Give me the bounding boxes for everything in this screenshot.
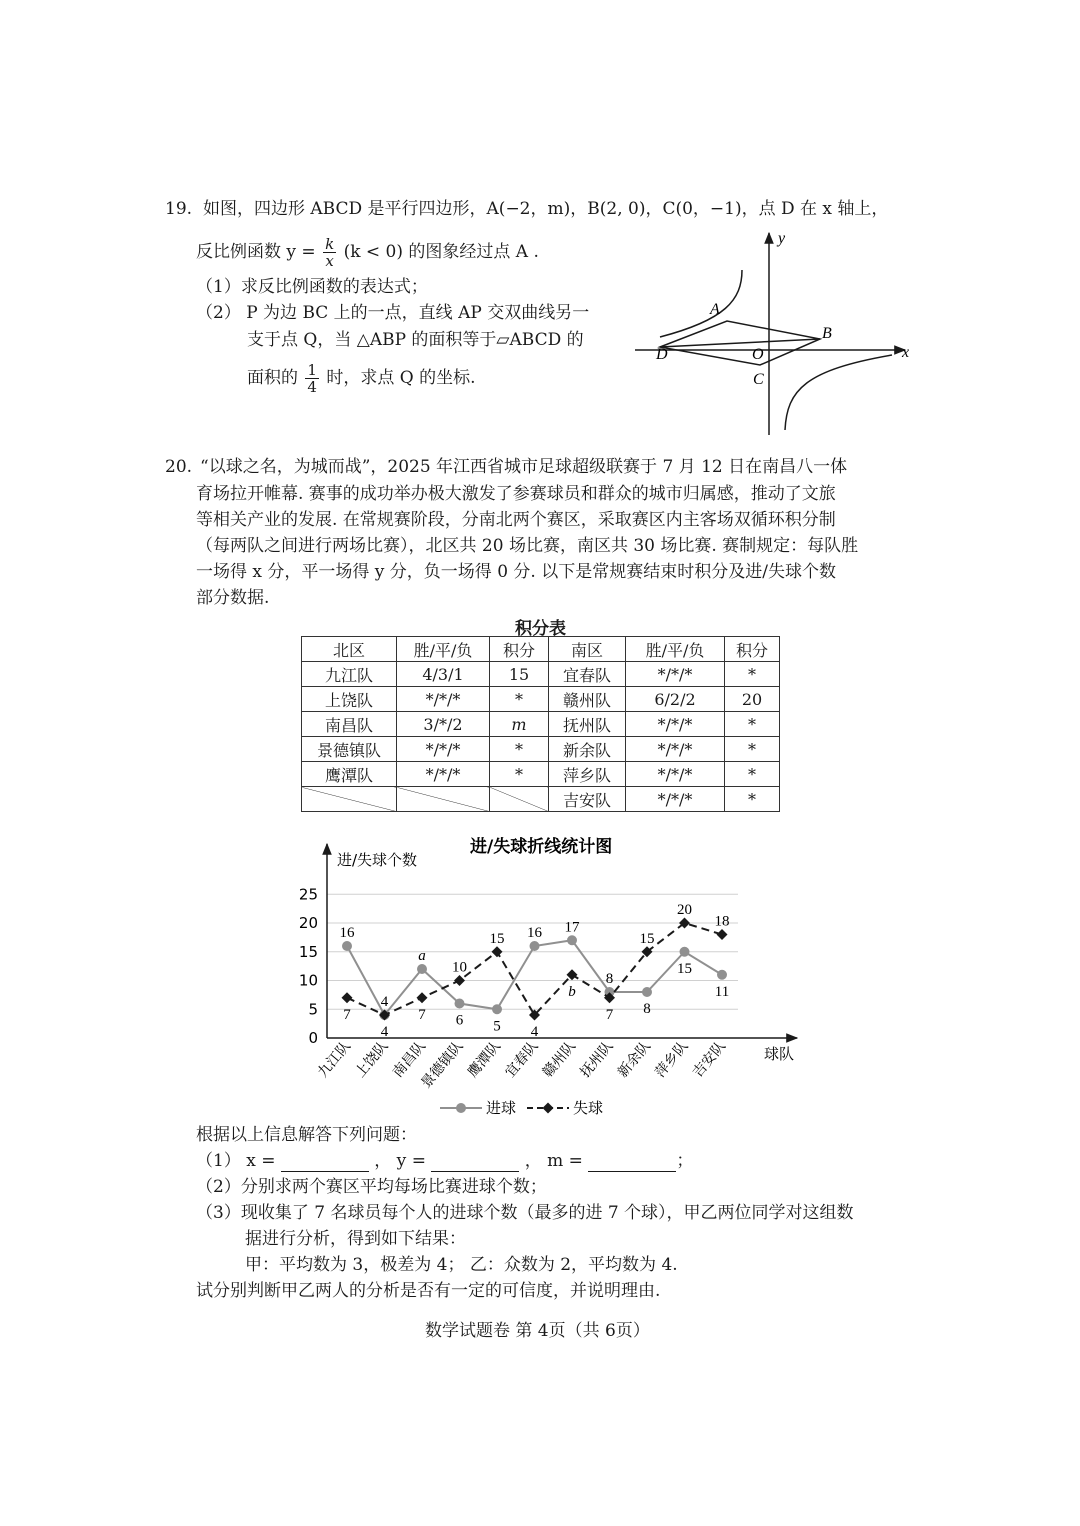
- q20-line5: 一场得 x 分，平一场得 y 分，负一场得 0 分. 以下是常规赛结束时积分及进/失球个数: [196, 562, 836, 582]
- q19-number: 19.: [165, 199, 193, 219]
- data-label-goals-conceded: 7: [418, 1006, 426, 1023]
- cell: */*/*: [397, 687, 490, 712]
- x-tick-label: 抚州队: [577, 1038, 617, 1081]
- label-o: O: [752, 346, 764, 363]
- score-table: [301, 636, 780, 812]
- cell: */*/*: [626, 737, 725, 762]
- data-label-goals-scored: 11: [714, 983, 730, 1000]
- cell: 20: [725, 687, 780, 712]
- q20-part3-line1: （3）现收集了 7 名球员每个人的进球个数（最多的进 7 个球），甲乙两位同学对这组数: [196, 1203, 854, 1223]
- legend-marker-goals-conceded: [543, 1103, 554, 1114]
- data-point-goals-conceded: [717, 929, 728, 940]
- data-label-goals-conceded: 4: [380, 1024, 389, 1040]
- q19-area-prefix: 面积的: [247, 368, 298, 388]
- y-tick-label: 5: [308, 1000, 318, 1019]
- cell: */*/*: [397, 737, 490, 762]
- data-point-goals-conceded: [417, 992, 428, 1003]
- cell: 鹰潭队: [302, 762, 397, 787]
- m-label: ， m =: [524, 1151, 583, 1171]
- questions-intro: 根据以上信息解答下列问题：: [196, 1125, 417, 1145]
- q19-line2: [196, 236, 539, 269]
- diagonal-db: [660, 339, 820, 347]
- q19-quarter-denominator: 4: [307, 378, 317, 396]
- hyperbola-left-branch: [660, 270, 742, 337]
- chart-xlabel: 球队: [764, 1045, 795, 1063]
- label-c: C: [753, 371, 764, 388]
- cell: 萍乡队: [549, 762, 626, 787]
- legend-label-goals-scored: 进球: [486, 1099, 517, 1117]
- part1-end: ；: [676, 1151, 694, 1171]
- q20-part2: （2）分别求两个赛区平均每场比赛进球个数；: [196, 1177, 547, 1197]
- data-point-goals-scored: [717, 970, 727, 980]
- q19-part1: （1）求反比例函数的表达式；: [196, 277, 428, 297]
- table-row: [302, 712, 780, 737]
- y-tick-label: 10: [298, 971, 318, 990]
- cell: *: [725, 762, 780, 787]
- cell: 上饶队: [302, 687, 397, 712]
- chart-ylabel: 进/失球个数: [337, 851, 418, 869]
- data-point-goals-conceded: [342, 992, 353, 1003]
- q20-part3-line4: 试分别判断甲乙两人的分析是否有一定的可信度，并说明理由.: [196, 1281, 661, 1301]
- header-north: 北区: [302, 637, 397, 662]
- data-label-goals-conceded: 4: [530, 1024, 539, 1040]
- cell: m: [490, 712, 549, 737]
- x-tick-label: 赣州队: [539, 1038, 580, 1081]
- q20-part3-line3: 甲：平均数为 3，极差为 4； 乙：众数为 2，平均数为 4.: [245, 1255, 678, 1275]
- data-point-goals-conceded: [492, 946, 503, 957]
- cell: *: [490, 737, 549, 762]
- header-points: 积分: [490, 637, 549, 662]
- data-label-goals-conceded: 15: [639, 930, 655, 947]
- cell: */*/*: [626, 712, 725, 737]
- slash-cell: [302, 787, 397, 812]
- cell: 宜春队: [549, 662, 626, 687]
- q19-quarter-numerator: 1: [307, 361, 317, 379]
- data-label-goals-scored: a: [418, 948, 426, 964]
- x-tick-label: 新余队: [614, 1038, 655, 1081]
- table-row: [302, 737, 780, 762]
- label-a: A: [710, 301, 720, 318]
- q19-part2-line3: [247, 362, 476, 395]
- q19-fraction: [323, 236, 336, 269]
- q20-line4: （每两队之间进行两场比赛），北区共 20 场比赛，南区共 30 场比赛. 赛制规定：每队胜: [196, 536, 859, 556]
- table-row: [302, 687, 780, 712]
- q19-part2-line1: （2） P 为边 BC 上的一点，直线 AP 交双曲线另一: [196, 303, 590, 323]
- x-tick-label: 南昌队: [389, 1038, 430, 1081]
- data-label-goals-scored: 15: [677, 960, 692, 977]
- cell: *: [490, 762, 549, 787]
- header-points-south: 积分: [725, 637, 780, 662]
- y-tick-label: 0: [308, 1029, 318, 1047]
- header-wdl: 胜/平/负: [397, 637, 490, 662]
- y-tick-label: 25: [298, 885, 318, 904]
- slash-cell: [490, 787, 549, 812]
- x-tick-label: 九江队: [314, 1038, 355, 1081]
- cell: 九江队: [302, 662, 397, 687]
- slash-cell: [397, 787, 490, 812]
- x-tick-label: 吉安队: [689, 1038, 730, 1081]
- q19-part2-line2: 支于点 Q，当 △ABP 的面积等于▱ABCD 的: [247, 330, 584, 350]
- cell: *: [725, 662, 780, 687]
- cell: 3/*/2: [397, 712, 490, 737]
- data-label-goals-scored: 16: [339, 925, 355, 941]
- data-point-goals-conceded: [454, 975, 465, 986]
- cell: *: [725, 712, 780, 737]
- x-tick-label: 萍乡队: [652, 1038, 692, 1081]
- data-label-goals-scored: 4: [380, 994, 389, 1010]
- label-x: x: [902, 344, 910, 361]
- chart-title: 进/失球折线统计图: [470, 837, 613, 857]
- q19-fraction-numerator: k: [325, 235, 335, 253]
- label-d: D: [656, 346, 668, 363]
- score-table-title: 积分表: [515, 619, 566, 639]
- q20-part1: [196, 1150, 693, 1172]
- data-point-goals-scored: [680, 947, 690, 957]
- data-label-goals-scored: 17: [564, 919, 580, 936]
- data-point-goals-scored: [492, 1004, 502, 1014]
- q20-line2: 育场拉开帷幕. 赛事的成功举办极大激发了参赛球员和群众的城市归属感，推动了文旅: [196, 484, 836, 504]
- data-label-goals-conceded: b: [568, 983, 576, 1000]
- cell: 南昌队: [302, 712, 397, 737]
- header-south: 南区: [549, 637, 626, 662]
- x-tick-label: 景德镇队: [418, 1038, 467, 1092]
- m-answer-blank[interactable]: [588, 1155, 676, 1172]
- legend-marker-goals-scored: [456, 1103, 466, 1113]
- q20-part3-line2: 据进行分析，得到如下结果：: [245, 1229, 466, 1249]
- data-label-goals-conceded: 7: [605, 1006, 614, 1023]
- data-label-goals-conceded: 7: [343, 1006, 351, 1023]
- data-label-goals-scored: 8: [643, 1001, 651, 1017]
- y-tick-label: 20: [298, 914, 318, 932]
- y-answer-blank[interactable]: [431, 1155, 519, 1172]
- legend-label-goals-conceded: 失球: [573, 1099, 604, 1117]
- data-point-goals-scored: [530, 941, 540, 951]
- x-label: （1） x =: [196, 1151, 276, 1171]
- x-tick-label: 上饶队: [352, 1038, 392, 1081]
- data-label-goals-scored: 8: [605, 971, 614, 987]
- q20-number: 20.: [165, 457, 193, 477]
- data-point-goals-scored: [455, 999, 465, 1009]
- q20-line1: “以球之名，为城而战”，2025 年江西省城市足球超级联赛于 7 月 12 日在南昌八一体: [200, 457, 848, 477]
- cell: */*/*: [397, 762, 490, 787]
- cell: *: [725, 737, 780, 762]
- cell: 赣州队: [549, 687, 626, 712]
- q19-function-prefix: 反比例函数 y =: [196, 242, 316, 262]
- score-table-header: [302, 637, 780, 662]
- cell: */*/*: [626, 762, 725, 787]
- header-wdl-south: 胜/平/负: [626, 637, 725, 662]
- label-y: y: [778, 230, 786, 247]
- cell: */*/*: [626, 662, 725, 687]
- cell: 4/3/1: [397, 662, 490, 687]
- label-b: B: [822, 325, 832, 342]
- table-row: [302, 787, 780, 812]
- q19-fraction-denominator: x: [325, 252, 334, 270]
- cell: 15: [490, 662, 549, 687]
- data-point-goals-scored: [567, 935, 577, 945]
- data-label-goals-conceded: 20: [677, 902, 692, 918]
- q19-function-suffix: (k < 0) 的图象经过点 A .: [343, 242, 539, 262]
- data-point-goals-scored: [642, 987, 652, 997]
- data-label-goals-conceded: 18: [714, 913, 730, 930]
- goals-line-chart: [290, 830, 810, 1120]
- data-label-goals-scored: 6: [455, 1012, 464, 1029]
- data-label-goals-conceded: 15: [489, 930, 505, 947]
- cell: 抚州队: [549, 712, 626, 737]
- table-row: [302, 762, 780, 787]
- cell: *: [725, 787, 780, 812]
- q19-figure: [630, 225, 920, 440]
- y-label: ， y =: [374, 1151, 426, 1171]
- cell: 景德镇队: [302, 737, 397, 762]
- cell: 6/2/2: [626, 687, 725, 712]
- q20-line3: 等相关产业的发展. 在常规赛阶段，分南北两个赛区，采取赛区内主客场双循环积分制: [196, 510, 836, 530]
- data-label-goals-scored: 5: [493, 1018, 501, 1035]
- q19-quarter-fraction: [305, 362, 319, 395]
- q20-line6: 部分数据.: [196, 588, 270, 608]
- page-footer: 数学试题卷 第 4页（共 6页）: [425, 1321, 650, 1341]
- data-label-goals-scored: 16: [527, 925, 542, 941]
- data-point-goals-scored: [417, 964, 427, 974]
- cell: */*/*: [626, 787, 725, 812]
- data-point-goals-conceded: [567, 969, 578, 980]
- cell: 新余队: [549, 737, 626, 762]
- cell: 吉安队: [549, 787, 626, 812]
- q19-line1: 如图，四边形 ABCD 是平行四边形，A(−2，m)，B(2, 0)，C(0，−1)，点 D 在 x 轴上，: [203, 199, 889, 219]
- data-label-goals-conceded: 10: [452, 959, 467, 976]
- table-row: [302, 662, 780, 687]
- y-tick-label: 15: [298, 942, 318, 961]
- q19-area-suffix: 时，求点 Q 的坐标.: [326, 368, 476, 388]
- x-answer-blank[interactable]: [281, 1155, 369, 1172]
- x-tick-label: 鹰潭队: [464, 1038, 505, 1081]
- data-point-goals-scored: [342, 941, 352, 951]
- hyperbola-right-branch: [785, 355, 892, 430]
- cell: *: [490, 687, 549, 712]
- x-tick-label: 宜春队: [502, 1038, 542, 1081]
